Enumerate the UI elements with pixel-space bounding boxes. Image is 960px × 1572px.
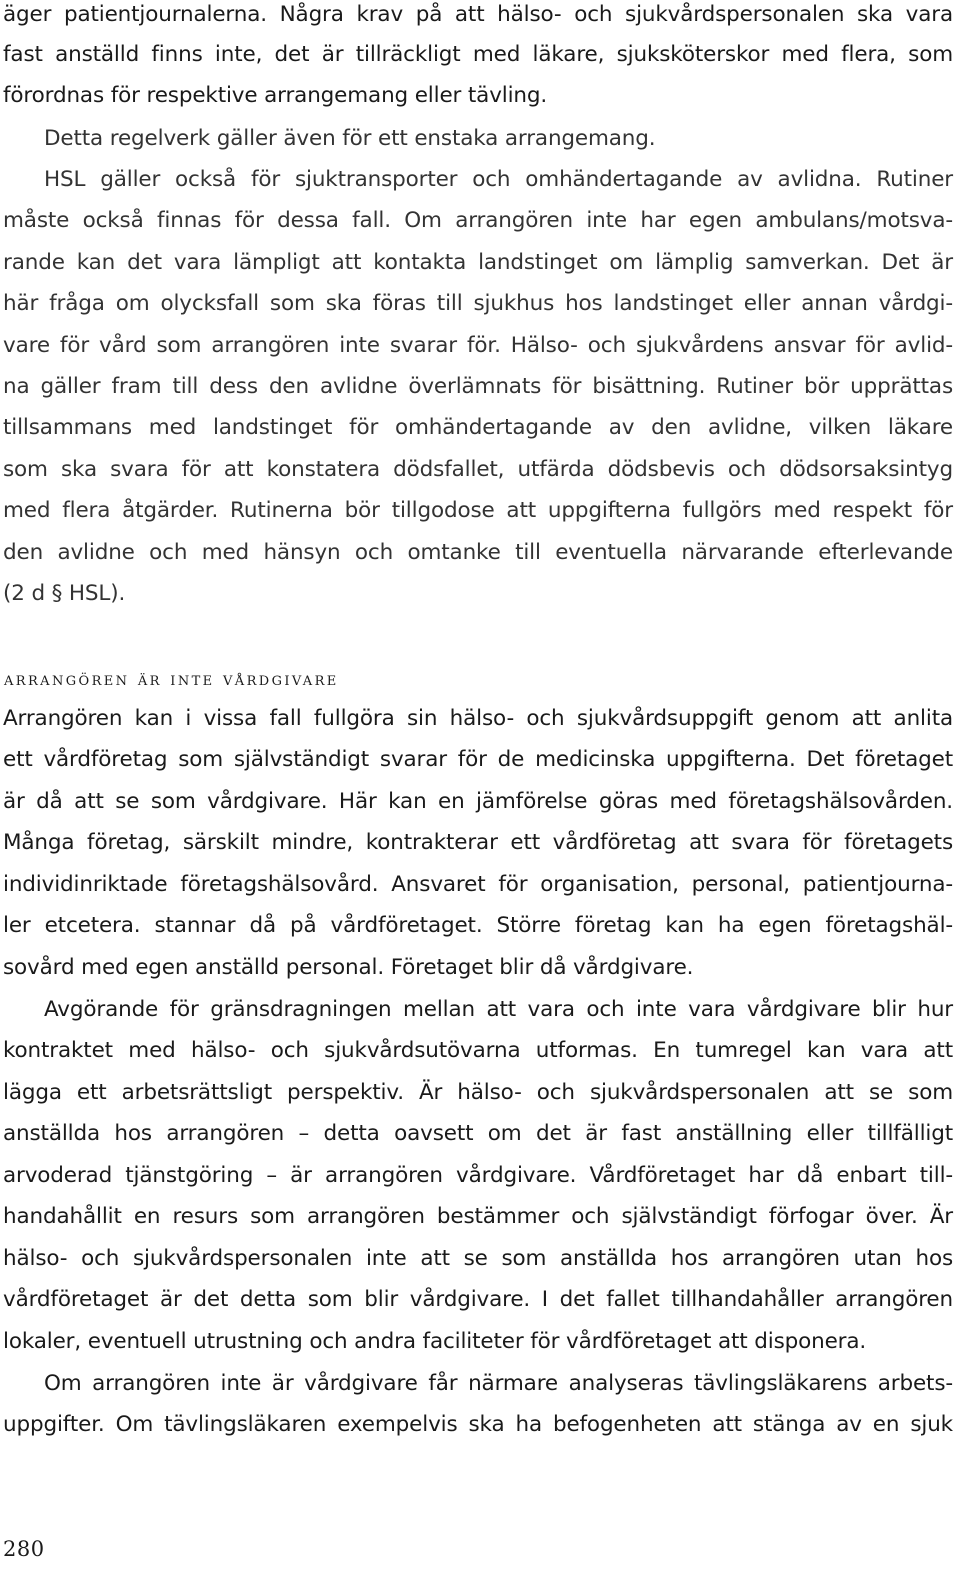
text-line: här fråga om olycksfall som ska föras till sjukhus hos landstinget eller annan vårdgi- xyxy=(3,291,953,316)
text-line: arvoderad tjänstgöring – är arrangören vårdgivare. Vårdföretaget har då enbart till- xyxy=(3,1163,953,1188)
text-line: Många företag, särskilt mindre, kontrakterar ett vårdföretag att svara för företagets xyxy=(3,830,953,855)
text-line: Detta regelverk gäller även för ett enstaka arrangemang. xyxy=(44,126,656,151)
text-line: rande kan det vara lämpligt att kontakta landstinget om lämplig samverkan. Det är xyxy=(3,250,953,275)
section-heading: arrangören är inte vårdgivare xyxy=(4,668,339,690)
text-line: den avlidne och med hänsyn och omtanke till eventuella närvarande efterlevande xyxy=(3,540,953,565)
page-number: 280 xyxy=(3,1537,45,1561)
text-line: vårdföretaget är det detta som blir vårdgivare. I det fallet tillhandahåller arrangören xyxy=(3,1287,953,1312)
text-line: (2 d § HSL). xyxy=(3,581,126,606)
text-line: uppgifter. Om tävlingsläkaren exempelvis ska ha befogenheten att stänga av en sjuk xyxy=(3,1412,953,1437)
text-line: är då att se som vårdgivare. Här kan en jämförelse göras med företagshälsovården. xyxy=(3,789,953,814)
text-line: tillsammans med landstinget för omhändertagande av den avlidne, vilken läkare xyxy=(3,415,953,440)
text-line: vare för vård som arrangören inte svarar för. Hälso- och sjukvårdens ansvar för avlid- xyxy=(3,333,953,358)
text-line: Om arrangören inte är vårdgivare får närmare analyseras tävlingsläkarens arbets- xyxy=(44,1371,953,1396)
text-line: med flera åtgärder. Rutinerna bör tillgodose att uppgifterna fullgörs med respekt för xyxy=(3,498,953,523)
text-line: fast anställd finns inte, det är tillräckligt med läkare, sjuksköterskor med flera, som xyxy=(3,42,953,67)
text-line: ett vårdföretag som självständigt svarar för de medicinska uppgifterna. Det företaget xyxy=(3,747,953,772)
text-line: lägga ett arbetsrättsligt perspektiv. Är hälso- och sjukvårdspersonalen att se som xyxy=(3,1080,953,1105)
text-line: måste också finnas för dessa fall. Om arrangören inte har egen ambulans/motsva- xyxy=(3,208,953,233)
text-line: anställda hos arrangören – detta oavsett om det är fast anställning eller tillfälligt xyxy=(3,1121,953,1146)
text-line: ler etcetera. stannar då på vårdföretaget. Större företag kan ha egen företagshäl- xyxy=(3,913,953,938)
text-line: lokaler, eventuell utrustning och andra faciliteter för vårdföretaget att disponera. xyxy=(3,1329,867,1354)
text-line: kontraktet med hälso- och sjukvårdsutövarna utformas. En tumregel kan vara att xyxy=(3,1038,953,1063)
text-line: som ska svara för att konstatera dödsfallet, utfärda dödsbevis och dödsorsaksintyg xyxy=(3,457,953,482)
text-line: individinriktade företagshälsovård. Ansvaret för organisation, personal, patientjourna- xyxy=(3,872,953,897)
text-line: Arrangören kan i vissa fall fullgöra sin hälso- och sjukvårdsuppgift genom att anlita xyxy=(3,706,953,731)
text-line: äger patientjournalerna. Några krav på att hälso- och sjukvårdspersonalen ska vara xyxy=(3,2,953,27)
text-line: sovård med egen anställd personal. Företaget blir då vårdgivare. xyxy=(3,955,694,980)
text-line: handahållit en resurs som arrangören bestämmer och självständigt förfogar över. Är xyxy=(3,1204,953,1229)
text-line: förordnas för respektive arrangemang eller tävling. xyxy=(3,83,548,108)
text-line: HSL gäller också för sjuktransporter och omhändertagande av avlidna. Rutiner xyxy=(44,167,953,192)
text-line: hälso- och sjukvårdspersonalen inte att se som anställda hos arrangören utan hos xyxy=(3,1246,953,1271)
text-line: na gäller fram till dess den avlidne överlämnats för bisättning. Rutiner bör upprättas xyxy=(3,374,953,399)
text-line: Avgörande för gränsdragningen mellan att vara och inte vara vårdgivare blir hur xyxy=(44,997,953,1022)
